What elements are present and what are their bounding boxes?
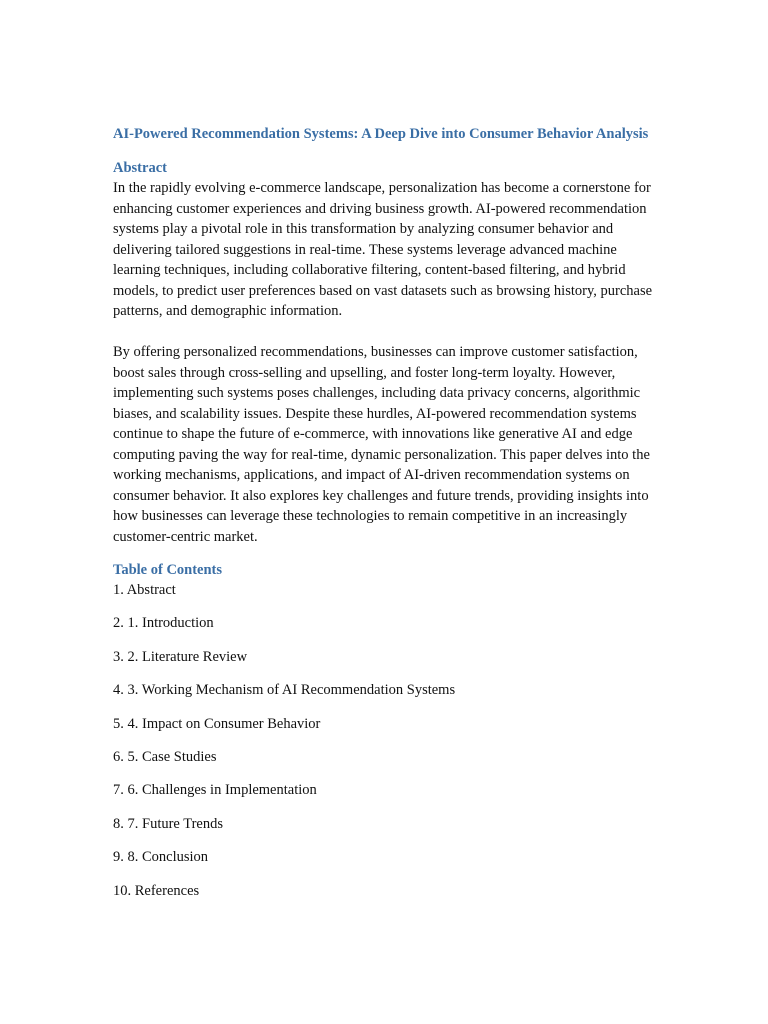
toc-item: 6. 5. Case Studies	[113, 748, 217, 765]
toc-item: 7. 6. Challenges in Implementation	[113, 782, 317, 799]
toc-item: 5. 4. Impact on Consumer Behavior	[113, 715, 321, 732]
toc-heading: Table of Contents	[113, 562, 223, 578]
toc-item: 2. 1. Introduction	[113, 615, 214, 632]
abstract-body	[113, 178, 661, 547]
abstract-paragraph: In the rapidly evolving e-commerce landscape, personalization has become a cornerstone for enhancing customer experiences and driving business growth. AI-powered recommendation systems play a pivotal role in this transformation by analyzing consumer behavior and delivering tailored suggestions in real-time. These systems leverage advanced machine learning techniques, including collaborative filtering, content-based filtering, and hybrid models, to predict user preferences based on vast datasets such as browsing history, purchase patterns, and demographic information.	[113, 180, 653, 319]
toc-item: 8. 7. Future Trends	[113, 815, 223, 832]
abstract-heading: Abstract	[113, 160, 167, 176]
toc-item: 9. 8. Conclusion	[113, 849, 209, 866]
document-title: AI-Powered Recommendation Systems: A Deep Dive into Consumer Behavior Analysis	[113, 126, 649, 142]
abstract-paragraph: By offering personalized recommendations, businesses can improve customer satisfaction, boost sales through cross-selling and upselling, and foster long-term loyalty. However, implementing such systems poses challenges, including data privacy concerns, algorithmic biases, and scalability issues. Despite these hurdles, AI-powered recommendation systems continue to shape the future of e-commerce, with innovations like generative AI and edge computing paving the way for real-time, dynamic personalization. This paper delves into the working mechanisms, applications, and impact of AI-driven recommendation systems on consumer behavior. It also explores key challenges and future trends, providing insights into how businesses can leverage these technologies to remain competitive in an increasingly customer-centric market.	[113, 344, 650, 545]
toc-item: 3. 2. Literature Review	[113, 648, 248, 665]
toc-item: 10. References	[113, 882, 200, 899]
document-page	[113, 124, 661, 914]
table-of-contents	[113, 580, 661, 901]
toc-item: 4. 3. Working Mechanism of AI Recommendation Systems	[113, 682, 456, 699]
toc-item: 1. Abstract	[113, 582, 176, 598]
